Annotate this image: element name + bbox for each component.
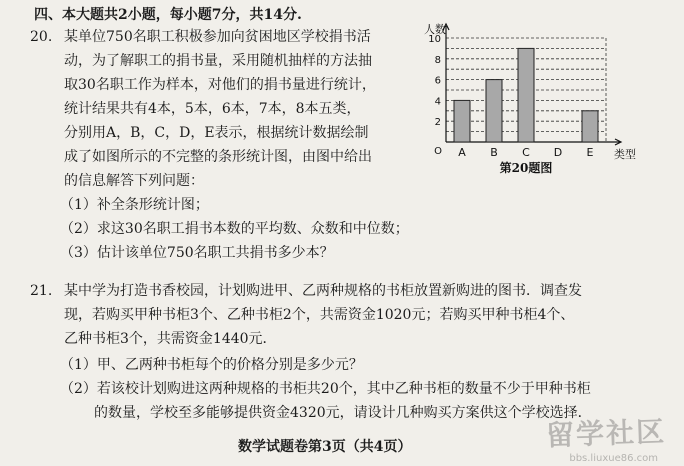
bar-A: [454, 100, 470, 142]
bar-C: [518, 48, 534, 142]
bar-chart: [420, 14, 670, 184]
watermark-logo: 留学社区: [545, 414, 667, 453]
y-tick-label: 8: [434, 54, 441, 66]
bar-E: [582, 111, 598, 142]
q20-subquestion: （2）求这30名职工捐书本数的平均数、众数和中位数；: [60, 221, 409, 237]
q21-subquestion: （1）甲、乙两种书柜每个的价格分别是多少元？: [60, 357, 363, 373]
y-tick-label: 2: [434, 117, 441, 129]
chart-caption: 第20题图: [499, 161, 553, 175]
x-axis-label: 类型: [614, 148, 636, 161]
page-footer: 数学试题卷第3页（共4页）: [238, 439, 412, 455]
q20-text-line: 分别用A，B，C，D，E表示，根据统计数据绘制: [64, 125, 369, 141]
y-tick-label: 4: [434, 96, 441, 108]
y-tick-label: 6: [434, 75, 441, 87]
x-tick-label: E: [586, 146, 594, 159]
q21-subquestion: 的数量，学校至多能够提供资金4320元，请设计几种购买方案供这个学校选择．: [94, 405, 592, 421]
y-tick-label: 10: [428, 34, 441, 45]
q20-text-line: 动，为了解职工的捐书量，采用随机抽样的方法抽: [64, 53, 372, 69]
q21-subquestion: （2）若该校计划购进这两种规格的书柜共20个，其中乙种书柜的数量不少于甲种书柜: [60, 381, 591, 397]
q20-number: 20.: [30, 29, 53, 45]
q20-text-line: 统计结果共有4本，5本，6本，7本，8本五类，: [64, 101, 361, 117]
q20-text-line: 某单位750名职工积极参加向贫困地区学校捐书活: [64, 29, 371, 45]
q21-text-line: 乙种书柜3个，共需资金1440元．: [64, 331, 277, 347]
q20-subquestion: （1）补全条形统计图；: [60, 197, 209, 213]
bar-B: [486, 80, 502, 142]
x-tick-label: D: [553, 146, 563, 159]
q21-number: 21.: [30, 283, 53, 299]
section-title: 四、本大题共2小题，每小题7分，共14分.: [34, 7, 302, 23]
x-tick-label: A: [458, 146, 466, 159]
q21-text-line: 某中学为打造书香校园，计划购进甲、乙两种规格的书柜放置新购进的图书．调查发: [64, 283, 582, 299]
watermark-url: bbs.liuxue86.com: [569, 453, 658, 464]
origin-label: O: [434, 146, 442, 157]
q20-text-line: 取30名职工作为样本，对他们的捐书量进行统计，: [64, 77, 376, 93]
q20-text-line: 成了如图所示的不完整的条形统计图，由图中给出: [64, 149, 372, 165]
x-tick-label: C: [522, 146, 530, 159]
x-tick-label: B: [490, 146, 498, 159]
q21-text-line: 现，若购买甲种书柜3个、乙种书柜2个，共需资金1020元；若购买甲种书柜4个、: [64, 307, 575, 323]
q20-subquestion: （3）估计该单位750名职工共捐书多少本？: [60, 245, 334, 261]
y-axis-label: 人数: [424, 23, 446, 36]
q20-text-line: 的信息解答下列问题：: [64, 173, 204, 189]
